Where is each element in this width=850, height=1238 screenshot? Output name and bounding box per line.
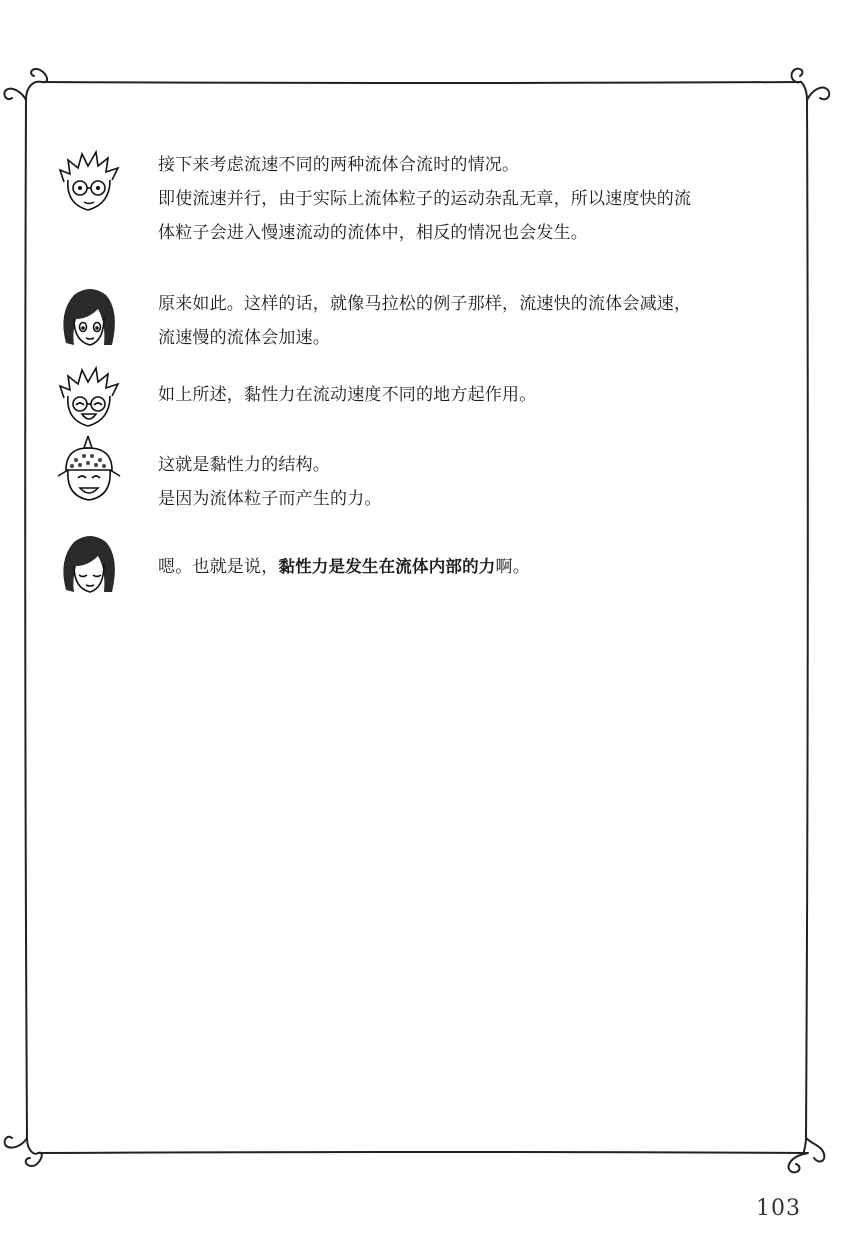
bottom-left-outer-curl-icon xyxy=(5,1137,27,1148)
dialog-line-prefix: 嗯。也就是说， xyxy=(158,557,279,577)
top-right-outer-curl-icon xyxy=(807,88,829,100)
dialog-line: 这就是黏性力的结构。 xyxy=(158,455,330,475)
dialog-line: 原来如此。这样的话，就像马拉松的例子那样，流速快的流体会减速， xyxy=(158,294,692,314)
dialog-line: 接下来考虑流速不同的两种流体合流时的情况。 xyxy=(158,155,520,175)
dialog-line xyxy=(158,550,778,584)
dialog-line: 如上所述，黏性力在流动速度不同的地方起作用。 xyxy=(158,385,537,405)
key-point-emphasis: 黏性力是发生在流体内部的力 xyxy=(278,557,496,576)
long-dark-hair-closed-eyes-face-icon xyxy=(54,530,124,602)
dialog-line: 即使流速并行，由于实际上流体粒子的运动杂乱无章，所以速度快的流 xyxy=(158,189,692,209)
spiky-hair-glasses-face-icon xyxy=(54,148,124,220)
dialog-line-suffix: 啊。 xyxy=(495,557,530,577)
spiky-hair-glasses-laughing-face-icon xyxy=(54,364,124,436)
dialog-text xyxy=(158,287,778,355)
bottom-right-outer-curl-icon xyxy=(806,1138,824,1161)
top-right-curl-icon xyxy=(792,69,807,100)
long-dark-hair-face-icon xyxy=(54,283,124,355)
bottom-border-line xyxy=(38,1152,808,1153)
page-number: 103 xyxy=(756,1196,801,1221)
top-left-curl-icon xyxy=(26,69,47,100)
top-left-outer-curl-icon xyxy=(4,89,26,100)
dialog-line: 体粒子会进入慢速流动的流体中，相反的情况也会发生。 xyxy=(158,223,588,243)
dialog-text xyxy=(158,550,778,584)
top-border-line xyxy=(42,82,800,83)
left-border-line xyxy=(25,100,27,1138)
bottom-right-curl-icon xyxy=(789,1138,808,1172)
right-border-line xyxy=(806,100,808,1138)
bottom-left-curl-icon xyxy=(26,1138,42,1166)
dialog-text xyxy=(158,378,778,412)
dialog-text xyxy=(158,448,778,516)
spotted-hat-smiling-face-icon xyxy=(54,436,124,508)
dialog-text xyxy=(158,148,778,250)
dialog-line: 是因为流体粒子而产生的力。 xyxy=(158,489,382,509)
dialog-line: 流速慢的流体会加速。 xyxy=(158,328,330,348)
